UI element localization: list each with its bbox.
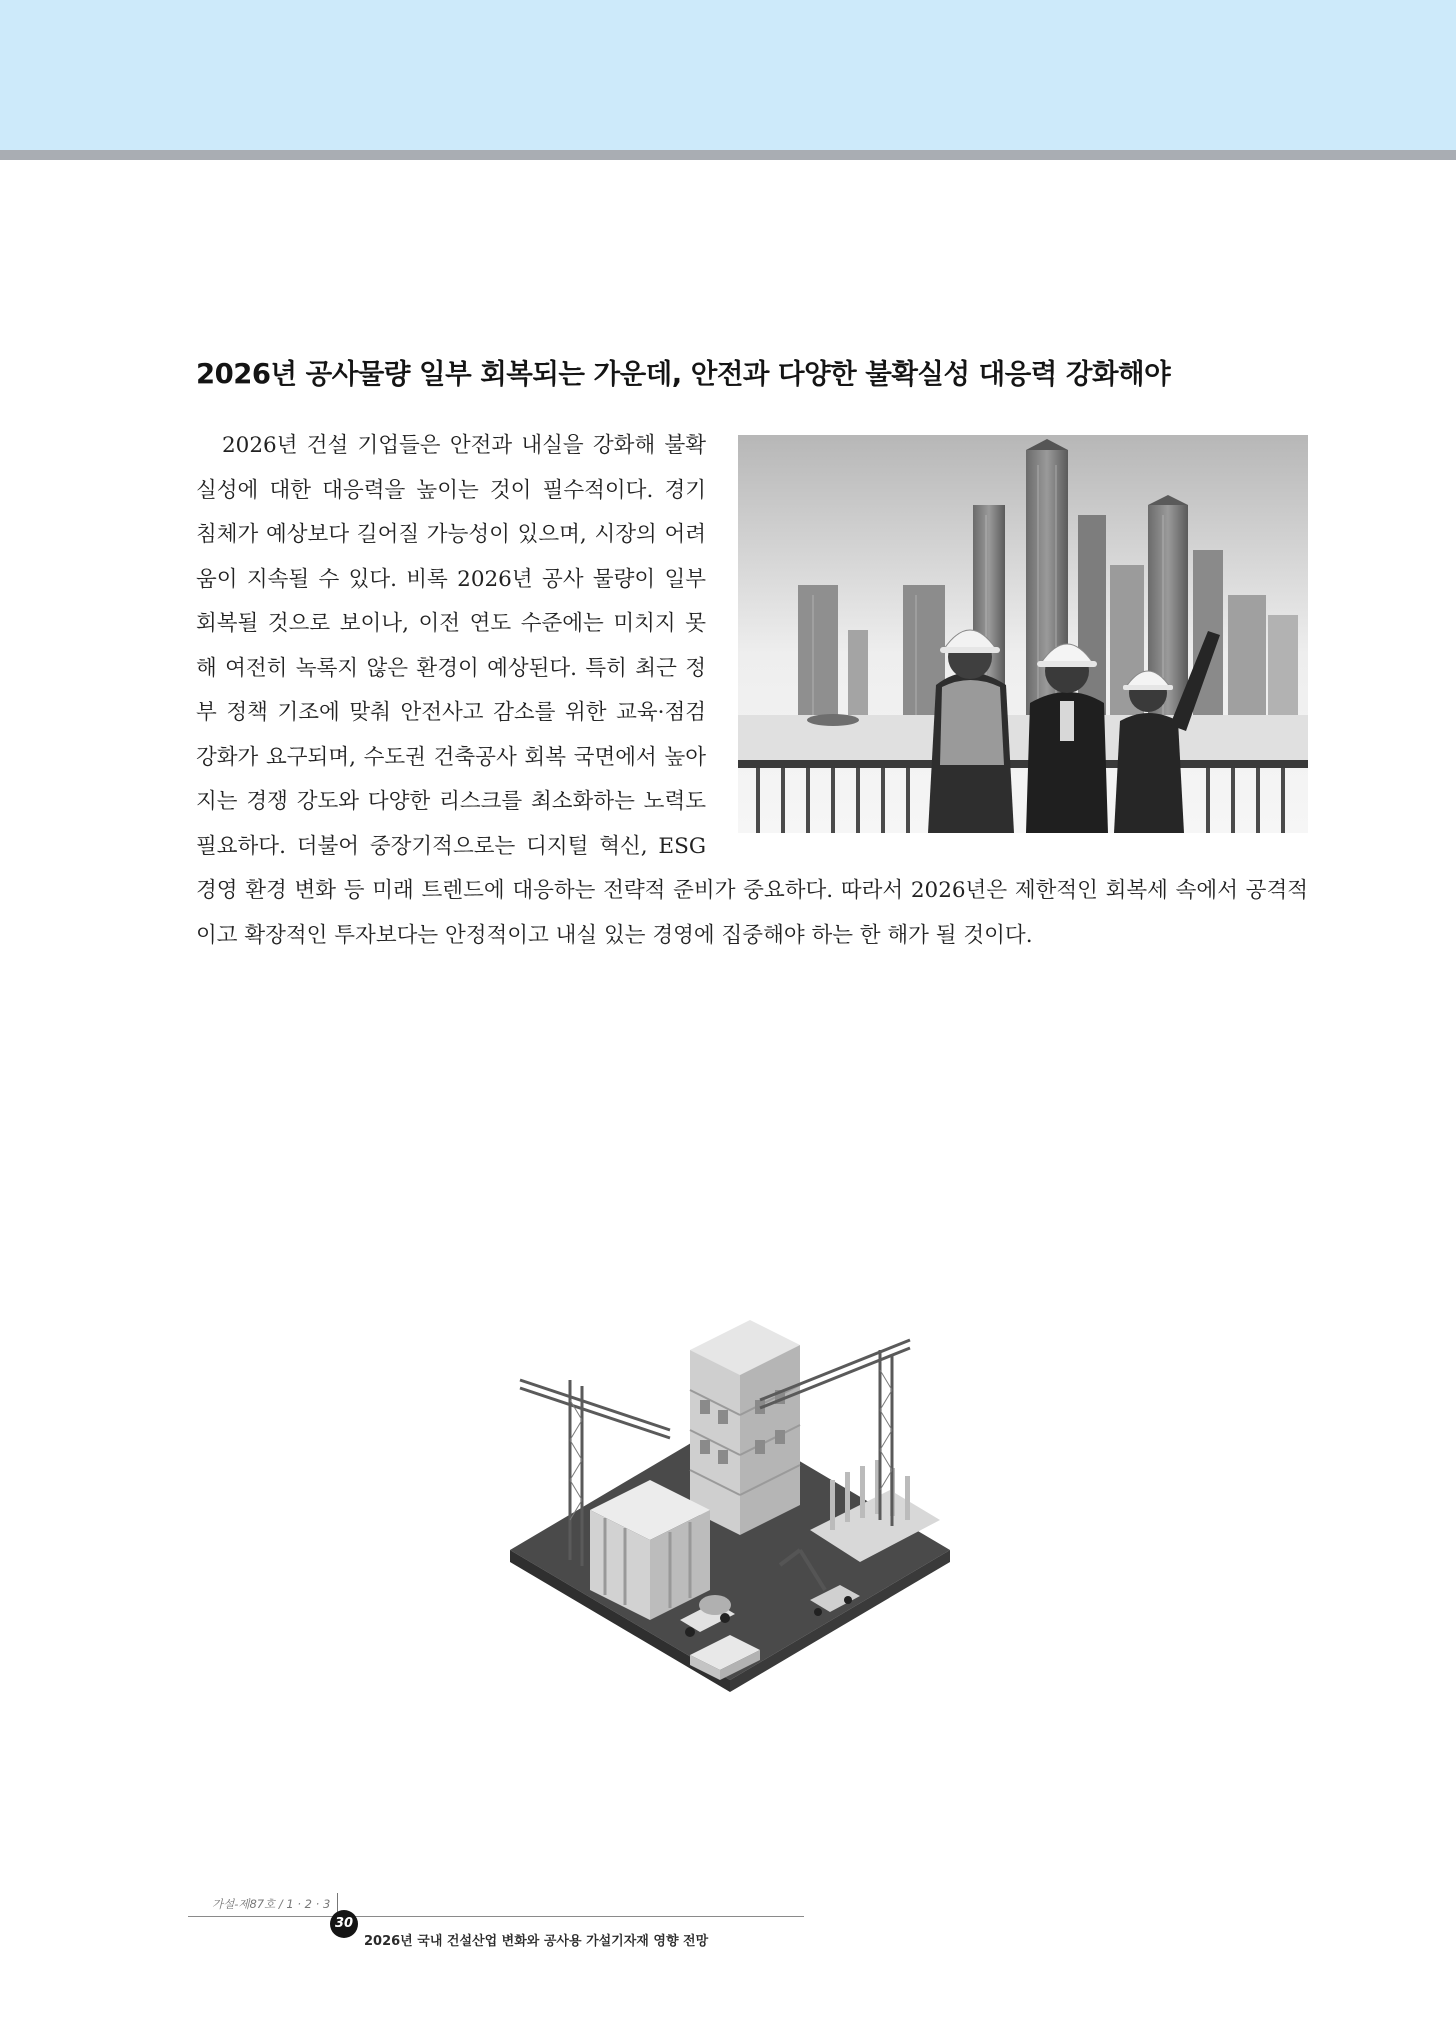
footer-rule (188, 1916, 804, 1917)
article-headline: 2026년 공사물량 일부 회복되는 가운데, 안전과 다양한 불확실성 대응력 강화해야 (196, 358, 1171, 390)
page-number-badge: 30 (330, 1910, 358, 1938)
header-rule (0, 150, 1456, 160)
article-paragraph: 2026년 건설 기업들은 안전과 내실을 강화해 불확실성에 대한 대응력을 높이는 것이 필수적이다. 경기 침체가 예상보다 길어질 가능성이 있으며, 시장의 어려움이 지속될 수 있다. 비록 2026년 공사 물량이 일부 회복될 것으로 보이나, 이전 연도 수준에는 미치지 못해 여전히 녹록지 않은 환경이 예상된다. 특히 최근 정부 정책 기조에 맞춰 안전사고 감소를 위한 교육·점검 강화가 요구되며, 수도권 건축공사 회복 국면에서 높아지는 경쟁 강도와 다양한 리스크를 최소화하는 노력도 필요하다. 더불어 중장기적으로는 디지털 혁신, ESG 경영 환경 변화 등 미래 트렌드에 대응하는 전략적 준비가 중요하다. 따라서 2026년은 제한적인 회복세 속에서 공격적이고 확장적인 투자보다는 안정적이고 내실 있는 경영에 집중해야 하는 한 해가 될 것이다. (196, 433, 1308, 948)
skyline-photo (738, 435, 1308, 833)
construction-site-illustration (510, 1300, 950, 1740)
header-band (0, 0, 1456, 150)
article-body (196, 424, 1308, 958)
footer-title: 2026년 국내 건설산업 변화와 공사용 가설기자재 영향 전망 (364, 1934, 709, 1949)
footer-issue: 가설-제87호 / 1 · 2 · 3 (212, 1897, 331, 1911)
